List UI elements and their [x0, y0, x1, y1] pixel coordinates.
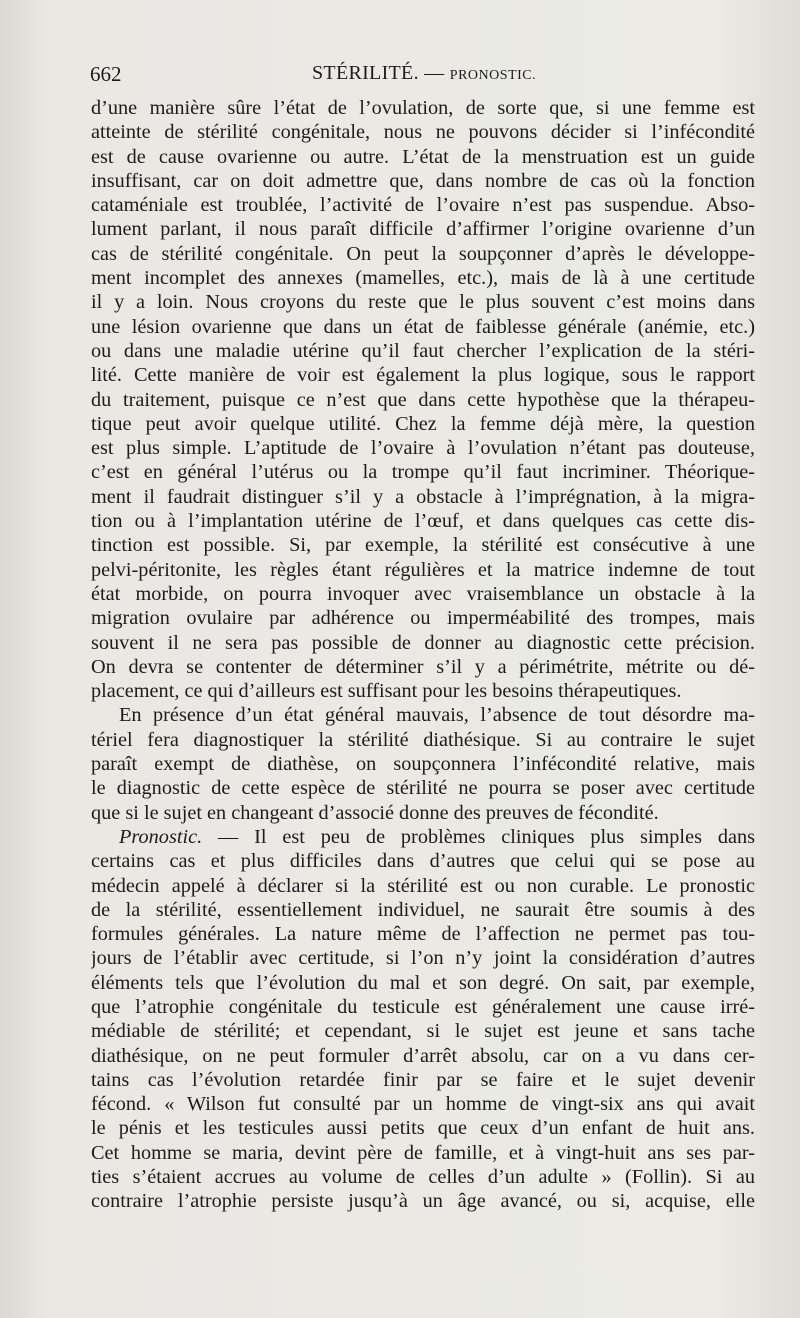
text-line: le diagnostic de cette espèce de stérilité ne pourra se poser avec certitude [91, 777, 755, 800]
text-line: diathésique, on ne peut formuler d’arrêt absolu, car on a vu dans cer- [91, 1044, 755, 1067]
text-line: contraire l’atrophie persiste jusqu’à un âge avancé, ou si, acquise, elle [91, 1190, 755, 1213]
text-line: tinction est possible. Si, par exemple, la stérilité est consécutive à une [91, 534, 755, 557]
text-line: ment il faudrait distinguer s’il y a obstacle à l’imprégnation, à la migra- [91, 485, 755, 508]
section-heading: Pronostic. [119, 825, 203, 848]
text-line: ou dans une maladie utérine qu’il faut chercher l’explication de la stéri- [91, 339, 755, 362]
text-line: Cet homme se maria, devint père de famille, et à vingt-huit ans ses par- [91, 1141, 755, 1164]
page-header [90, 62, 755, 94]
text-line: est de cause ovarienne ou autre. L’état de la menstruation est un guide [91, 145, 755, 168]
text-line: éléments tels que l’évolution du mal et son degré. On sait, par exemple, [91, 971, 755, 994]
text-line: le pénis et les testicules aussi petits que ceux d’un enfant de huit ans. [91, 1117, 755, 1140]
text-line: formules générales. La nature même de l’affection ne permet pas tou- [91, 923, 755, 946]
text-line: tique peut avoir quelque utilité. Chez la femme déjà mère, la question [91, 412, 755, 435]
text-line: pelvi-péritonite, les règles étant régulières et la matrice indemne de tout [91, 558, 755, 581]
text-line: migration ovulaire par adhérence ou imperméabilité des trompes, mais [91, 607, 755, 630]
text-line: certains cas et plus difficiles dans d’autres que celui qui se pose au [91, 850, 755, 873]
text-line: paraît exempt de diathèse, on soupçonnera l’infécondité relative, mais [91, 753, 755, 776]
text-line: souvent il ne sera pas possible de donner au diagnostic cette précision. [91, 631, 755, 654]
text-line: cataméniale est troublée, l’activité de l’ovaire n’est pas suspendue. Abso- [91, 194, 755, 217]
text-line: fécond. « Wilson fut consulté par un homme de vingt-six ans qui avait [91, 1093, 755, 1116]
text-line: placement, ce qui d’ailleurs est suffisant pour les besoins thérapeutiques. [91, 680, 682, 703]
text-line: insuffisant, car on doit admettre que, dans nombre de cas où la fonction [91, 169, 755, 192]
text-line: il y a loin. Nous croyons du reste que le plus souvent c’est moins dans [91, 291, 755, 314]
text-line: lité. Cette manière de voir est également la plus logique, sous le rapport [91, 364, 755, 387]
running-head-section: PRONOSTIC. [449, 68, 537, 83]
text-line-with-heading [91, 825, 755, 849]
text-line: On devra se contenter de déterminer s’il y a périmétrite, métrite ou dé- [91, 655, 755, 678]
text-line: tériel fera diagnostiquer la stérilité diathésique. Si au contraire le sujet [91, 728, 755, 751]
text-line: lument parlant, il nous paraît difficile d’affirmer l’origine ovarienne d’un [91, 218, 755, 241]
text-line: En présence d’un état général mauvais, l’absence de tout désordre ma- [119, 704, 755, 727]
text-line-rest: — Il est peu de problèmes cliniques plus simples dans [202, 825, 755, 848]
text-line: médiable de stérilité; et cependant, si le sujet est jeune et sans tache [91, 1020, 755, 1043]
text-line: tains cas l’évolution retardée finir par se faire et le sujet devenir [91, 1068, 755, 1091]
text-line: est plus simple. L’aptitude de l’ovaire à l’ovulation n’étant pas douteuse, [91, 437, 755, 460]
text-line: d’une manière sûre l’état de l’ovulation, de sorte que, si une femme est [91, 97, 755, 119]
running-head-title: STÉRILITÉ. — [312, 62, 450, 84]
text-line: atteinte de stérilité congénitale, nous ne pouvons décider si l’infécondité [91, 121, 755, 144]
body-text [91, 96, 755, 1214]
text-line: que l’atrophie congénitale du testicule est généralement une cause irré- [91, 995, 755, 1018]
text-line: ment incomplet des annexes (mamelles, etc.), mais de là à une certitude [91, 267, 755, 290]
text-line: une lésion ovarienne que dans un état de faiblesse générale (anémie, etc.) [91, 315, 755, 338]
text-line: c’est en général l’utérus ou la trompe qu’il faut incriminer. Théorique- [91, 461, 755, 484]
text-line: état morbide, on pourra invoquer avec vraisemblance un obstacle à la [91, 582, 755, 605]
text-line: médecin appelé à déclarer si la stérilité est ou non curable. Le pronostic [91, 874, 755, 897]
text-line: cas de stérilité congénitale. On peut la soupçonner d’après le développe- [91, 242, 755, 265]
text-line: que si le sujet en changeant d’associé donne des preuves de fécondité. [91, 801, 659, 824]
text-line: de la stérilité, essentiellement individuel, ne saurait être soumis à des [91, 898, 755, 921]
text-line: ties s’étaient accrues au volume de celles d’un adulte » (Follin). Si au [91, 1166, 755, 1189]
text-line: tion ou à l’implantation utérine de l’œuf, et dans quelques cas cette dis- [91, 510, 755, 533]
text-line: du traitement, puisque ce n’est que dans cette hypothèse que la thérapeu- [91, 388, 755, 411]
running-head [312, 62, 536, 85]
text-line: jours de l’établir avec certitude, si l’on n’y joint la considération d’autres [91, 947, 755, 970]
page-number: 662 [90, 62, 122, 86]
